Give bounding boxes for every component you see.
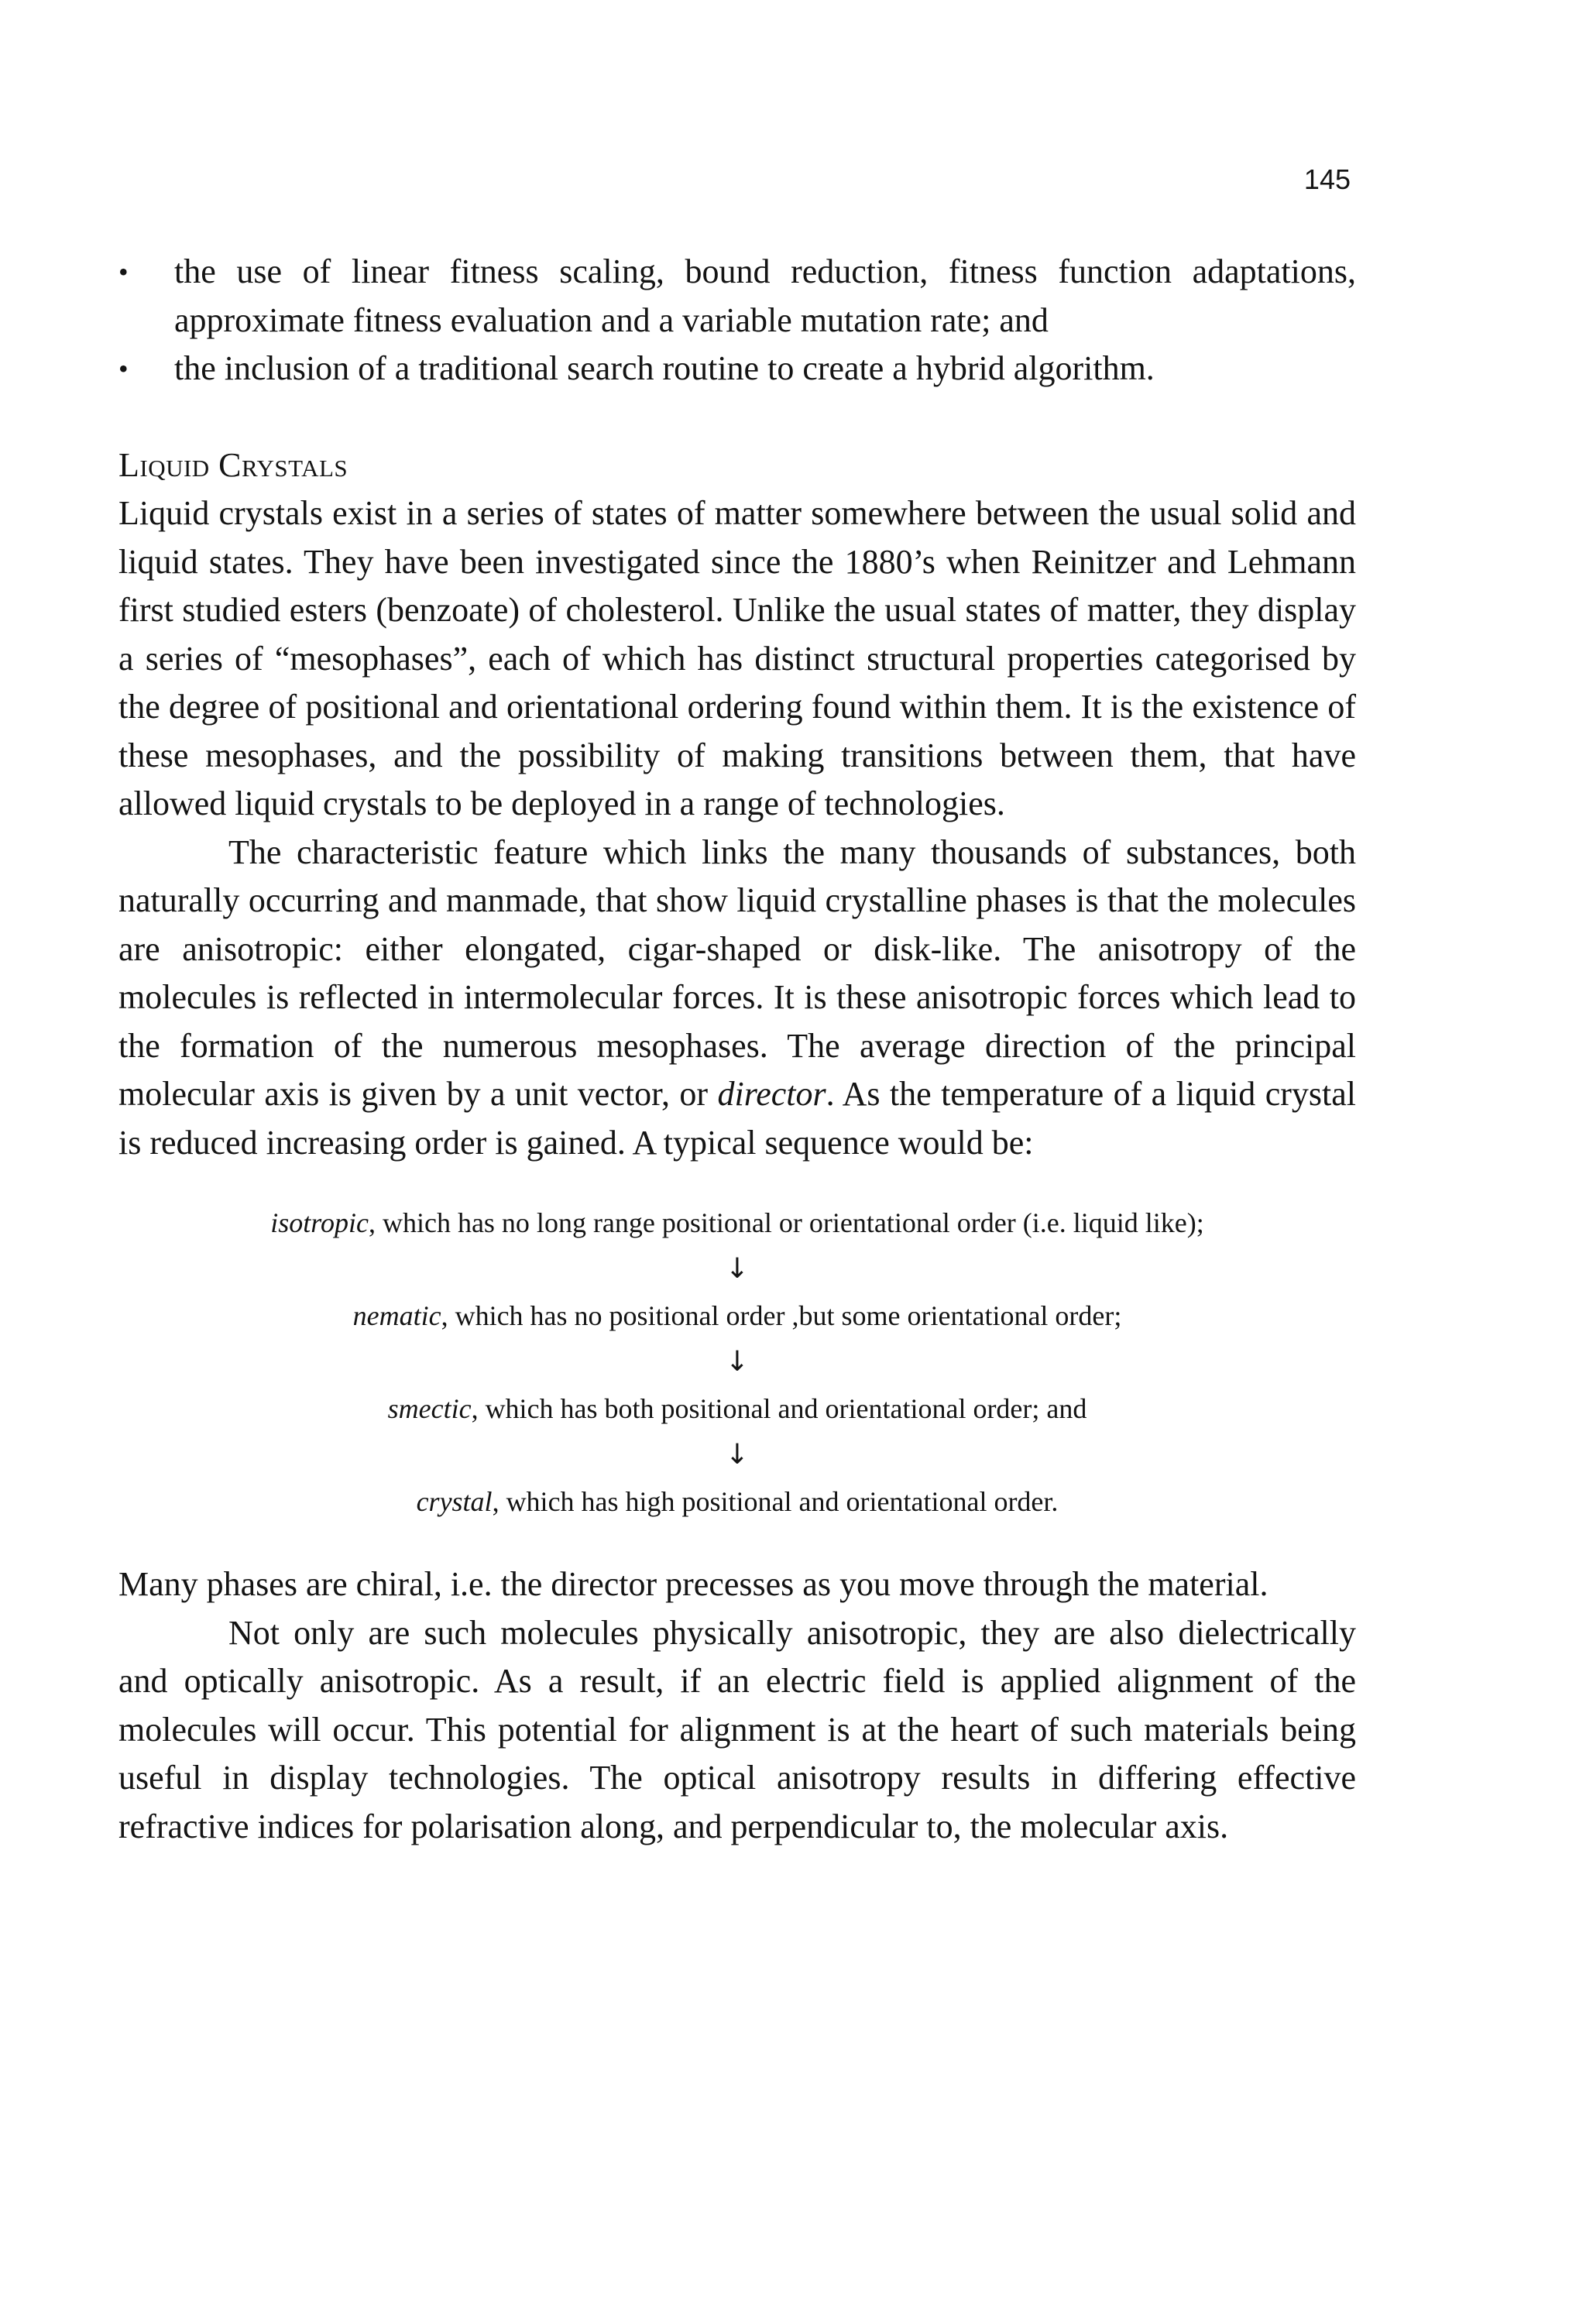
list-item xyxy=(118,248,1356,345)
sequence-step xyxy=(118,1478,1356,1525)
bullet-text: the use of linear fitness scaling, bound reduction, fitness function adaptations, approximate fitness evaluation and a variable mutation rate; and xyxy=(174,252,1356,339)
page-number: 145 xyxy=(1303,163,1351,195)
phase-term: smectic xyxy=(387,1393,472,1424)
phase-sequence xyxy=(118,1200,1356,1525)
phase-term: crystal xyxy=(416,1486,493,1517)
sequence-step xyxy=(118,1385,1356,1432)
page-body xyxy=(118,248,1356,1851)
sequence-step xyxy=(118,1200,1356,1246)
bullet-icon: • xyxy=(118,256,129,287)
director-term: director xyxy=(717,1075,826,1113)
section-heading: Liquid Crystals xyxy=(118,445,348,484)
bullet-list xyxy=(118,248,1356,393)
paragraph-dielectric: Not only are such molecules physically anisotropic, they are also dielectrically and optically anisotropic. As a result, if an electric field is applied alignment of the molecules will occur. This potential for alignment is at the heart of such materials being useful in display technologies. The optical anisotropy results in differing effective refractive indices for polarisation along, and perpendicular to, the molecular axis. xyxy=(118,1613,1356,1845)
bullet-text: the inclusion of a traditional search routine to create a hybrid algorithm. xyxy=(174,349,1155,387)
paragraph-text: The characteristic feature which links the many thousands of substances, both naturally occurring and manmade, that show liquid crystalline phases is that the molecules are anisotropic: either elongated, cigar-shaped or disk-like. The anisotropy of the molecules is reflected in intermolecular forces. It is these anisotropic forces which lead to the formation of the numerous mesophases. The average direction of the principal molecular axis is given by a unit vector, or xyxy=(118,832,1356,1113)
phase-description: , which has both positional and orientational order; and xyxy=(471,1393,1087,1424)
paragraph-text: . As the temperature of a liquid crystal is reduced increasing order is gained. A typical sequence would be: xyxy=(118,1075,1357,1162)
list-item xyxy=(118,345,1356,393)
phase-description: , which has no long range positional or orientational order (i.e. liquid like); xyxy=(368,1207,1204,1238)
phase-term: isotropic xyxy=(270,1207,369,1238)
phase-description: , which has high positional and orientational order. xyxy=(492,1486,1059,1517)
down-arrow-icon: ↓ xyxy=(725,1439,750,1471)
sequence-step xyxy=(118,1292,1356,1339)
phase-term: nematic xyxy=(352,1300,441,1331)
down-arrow-icon: ↓ xyxy=(725,1346,750,1378)
bullet-icon: • xyxy=(118,353,129,384)
paragraph-anisotropy xyxy=(118,829,1356,1168)
paragraph-intro: Liquid crystals exist in a series of states of matter somewhere between the usual solid and liquid states. They have been investigated since the 1880’s when Reinitzer and Lehmann first studied esters (benzoate) of cholesterol. Unlike the usual states of matter, they display a series of “mesophases”, each of which has distinct structural properties categorised by the degree of positional and orientational ordering found within them. It is the existence of these mesophases, and the possibility of making transitions between them, that have allowed liquid crystals to be deployed in a range of technologies. xyxy=(118,494,1356,822)
phase-description: , which has no positional order ,but some orientational order; xyxy=(441,1300,1122,1331)
paragraph-chiral: Many phases are chiral, i.e. the director precesses as you move through the material. xyxy=(118,1565,1268,1603)
down-arrow-icon: ↓ xyxy=(725,1253,750,1285)
